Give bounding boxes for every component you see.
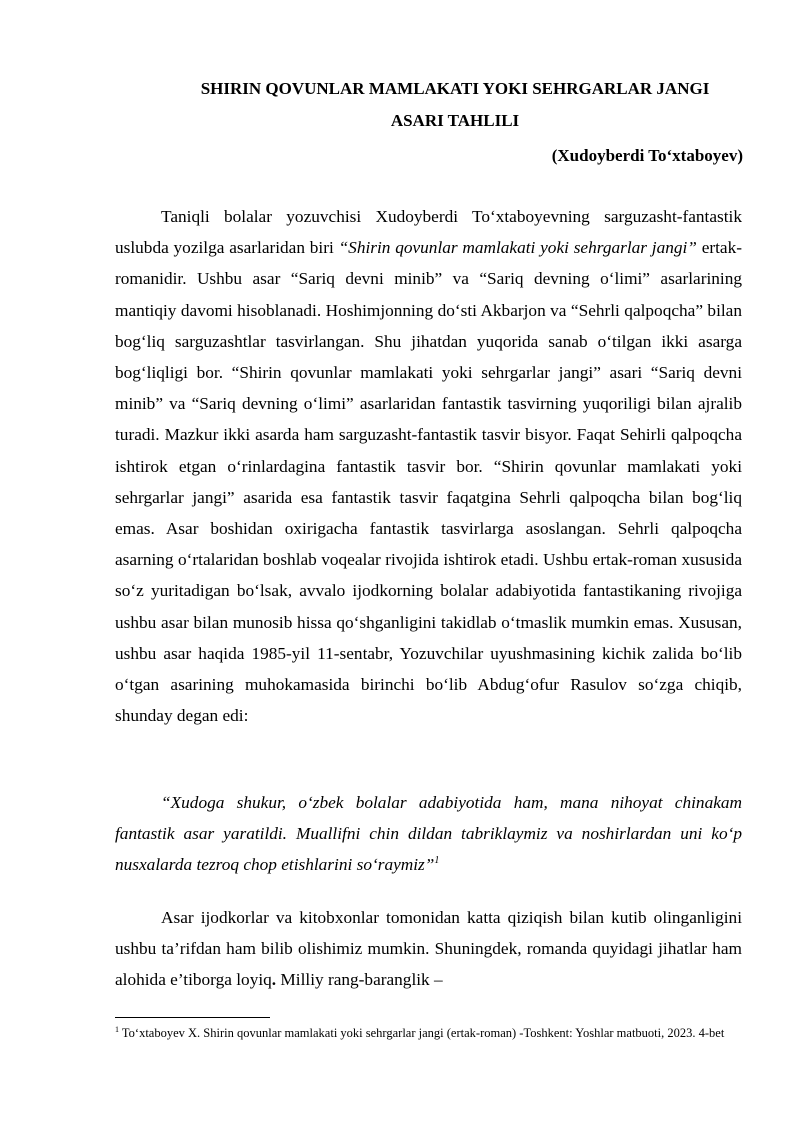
paragraph-2 — [115, 902, 742, 996]
paragraph-2-text-a: Asar ijodkorlar va kitobxonlar tomonidan katta qiziqish bilan kutib olinganligini ushbu ta’rifdan ham bilib olishimiz mumkin. Shuningdek, romanda quyidagi jihatlar ham alohida e’tiborga loyiq — [115, 908, 742, 990]
paragraph-2-text-b: Milliy rang-baranglik – — [276, 970, 443, 990]
paragraph-2-bold-dot: . — [271, 970, 277, 990]
title-line-1: SHIRIN QOVUNLAR MAMLAKATI YOKI SEHRGARLAR JANGI — [200, 79, 710, 98]
footnote-number: 1 — [115, 1025, 119, 1034]
paragraph-1-body: ertak-romanidir. Ushbu asar “Sariq devni minib” va “Sariq devning o‘limi” asarlarining mantiqiy davomi hisoblanadi. Hoshimjonning do‘sti Akbarjon va “Sehrli qalpoqcha” bilan bog‘liq sarguzashtlar tasvirlangan. Shu jihatdan yuqorida sanab o‘tilgan ikki asarga bog‘liqligi bor. “Shirin qovunlar mamlakati yoki sehrgarlar jangi” asari “Sariq devni minib” va “Sariq devning o‘limi” asarlaridan fantastik tasvirning yuqoriligi bilan ajralib turadi. Mazkur ikki asarda ham sarguzasht-fantastik tasvir bisyor. Faqat Sehirli qalpoqcha ishtirok etgan o‘rinlardagina fantastik tasvir bor. “Shirin qovunlar mamlakati yoki sehrgarlar jangi” asarida esa fantastik tasvir faqatgina Sehrli qalpoqcha bilan bog‘liq emas. Asar boshidan oxirigacha fantastik tasvirlarga asoslangan. Sehrli qalpoqcha asarning o‘rtalaridan boshlab voqealar rivojida ishtirok etadi. Ushbu ertak-roman xususida so‘z yuritadigan bo‘lsak, avvalo ijodkorning bolalar adabiyotida fantastikaning rivojiga ushbu asar bilan munosib hissa qo‘shganligini takidlab o‘tmaslik mumkin emas. Xususan, ushbu asar haqida 1985-yil 11-sentabr, Yozuvchilar uyushmasining kichik zalida bo‘lib o‘tgan asarining muhokamasida birinchi bo‘lib Abdug‘ofur Rasulov so‘zga chiqib, shunday degan edi: — [115, 238, 742, 726]
footnote — [115, 1021, 745, 1042]
document-title — [110, 73, 800, 137]
quotation — [115, 787, 742, 881]
footnote-reference[interactable]: 1 — [434, 855, 440, 867]
footnote-divider — [115, 1017, 270, 1018]
paragraph-1 — [115, 201, 742, 731]
author-name: (Xudoyberdi To‘xtaboyev) — [551, 146, 743, 165]
paragraph-1-intro: Taniqli bolalar yozuvchisi Xudoyberdi To‘xtaboyevning sarguzasht-fantastik uslubda yozilga asarlaridan biri — [115, 207, 742, 258]
quotation-text: “Xudoga shukur, o‘zbek bolalar adabiyotida ham, mana nihoyat chinakam fantastik asar yaratildi. Muallifni chin dildan tabriklaymiz va noshirlardan uni ko‘p nusxalarda tezroq chop etishlarini so‘raymiz” — [115, 793, 742, 875]
work-title-italic: “Shirin qovunlar mamlakati yoki sehrgarlar jangi” — [338, 238, 697, 258]
footnote-text: To‘xtaboyev X. Shirin qovunlar mamlakati yoki sehrgarlar jangi (ertak-roman) -Toshkent: Yoshlar matbuoti, 2023. 4-bet — [119, 1026, 725, 1041]
title-line-2: ASARI TAHLILI — [390, 111, 520, 130]
